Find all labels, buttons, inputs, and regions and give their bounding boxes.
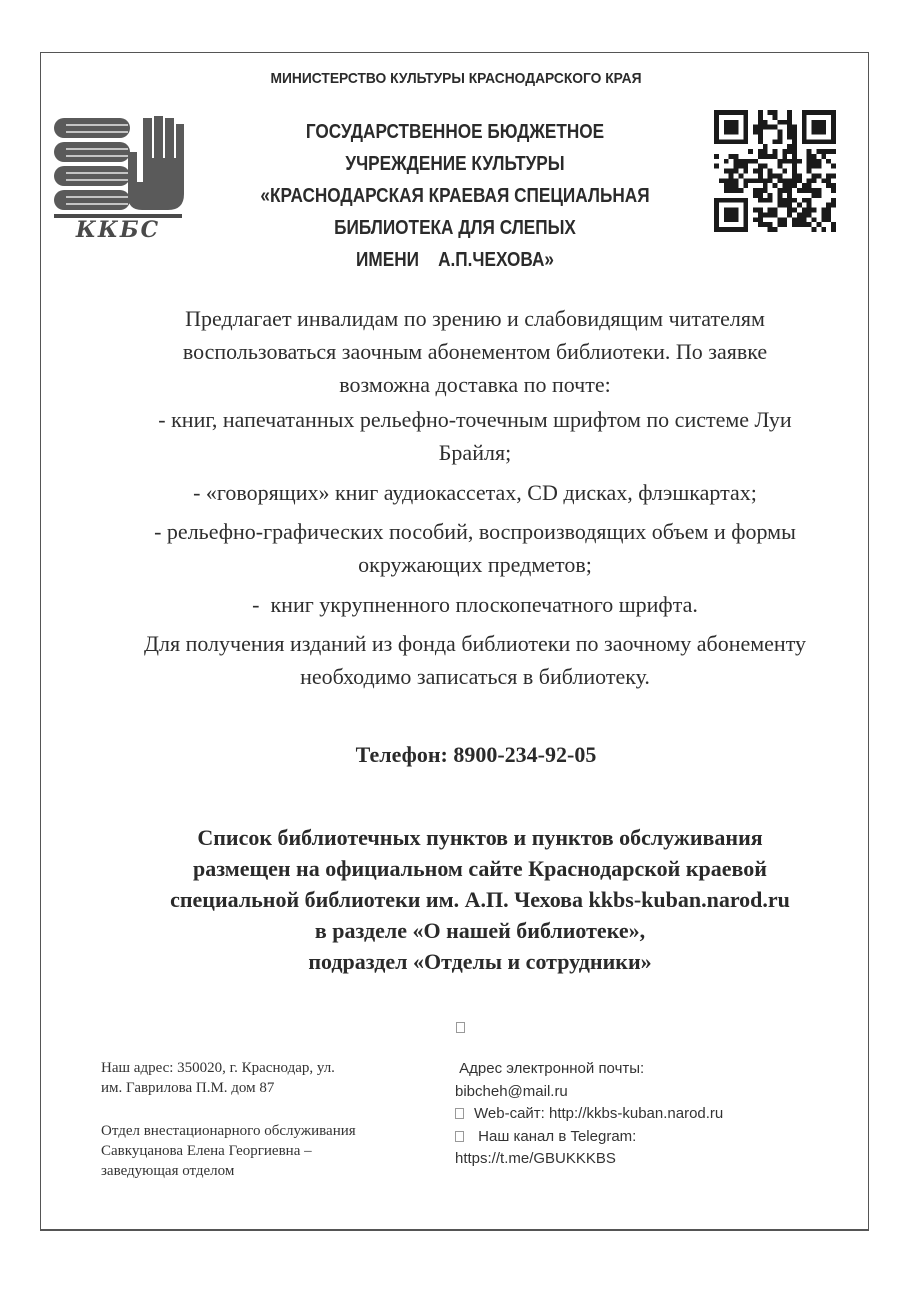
ministry-heading: МИНИСТЕРСТВО КУЛЬТУРЫ КРАСНОДАРСКОГО КРАЯ	[270, 70, 642, 87]
item-line: Брайля;	[438, 440, 512, 465]
item-line: - книг укрупненного плоскопечатного шрифта.	[252, 592, 698, 617]
phone-number[interactable]: Телефон: 8900-234-92-05	[355, 742, 597, 767]
email-label: Адрес электронной почты:	[455, 1060, 645, 1077]
institution-line: ИМЕНИ А.П.ЧЕХОВА»	[356, 249, 554, 271]
info-line: в разделе «О нашей библиотеке»,	[314, 918, 646, 943]
logo-book	[54, 142, 130, 162]
info-line: Список библиотечных пунктов и пунктов обслуживания	[197, 825, 763, 850]
intro-line: воспользоваться заочным абонементом библиотеки. По заявке	[182, 339, 768, 364]
item-large-print	[90, 588, 860, 621]
intro-paragraph	[90, 302, 860, 401]
info-line: размещен на официальном сайте Краснодарской краевой	[193, 856, 767, 881]
info-line: подраздел «Отделы и сотрудники»	[308, 949, 652, 974]
department-line: Савкуцанова Елена Георгиевна –	[101, 1143, 312, 1159]
item-relief	[90, 515, 860, 581]
telegram-link[interactable]: https://t.me/GBUKKKBS	[455, 1150, 616, 1167]
address-line: Наш адрес: 350020, г. Краснодар, ул.	[101, 1060, 335, 1076]
logo-text: ККБС	[75, 217, 161, 240]
department-line: заведующая отделом	[101, 1163, 235, 1179]
intro-line: Предлагает инвалидам по зрению и слабовидящим читателям	[185, 306, 765, 331]
bullet-box-icon	[455, 1131, 464, 1142]
item-line: - рельефно-графических пособий, воспроизводящих объем и формы	[154, 519, 796, 544]
website-link[interactable]: Web-сайт: http://kkbs-kuban.narod.ru	[474, 1105, 724, 1122]
service-points-info	[100, 822, 860, 977]
email-link[interactable]: bibcheh@mail.ru	[455, 1082, 568, 1100]
logo-book	[54, 166, 130, 186]
intro-line: возможна доставка по почте:	[339, 372, 611, 397]
item-line: окружающих предметов;	[358, 552, 592, 577]
item-audio	[90, 476, 860, 509]
bullet-box-icon	[455, 1108, 464, 1119]
hand-icon	[128, 116, 184, 210]
telegram-row	[455, 1126, 815, 1149]
institution-name	[227, 116, 683, 276]
info-line: специальной библиотеки им. А.П. Чехова kkbs-kuban.narod.ru	[170, 887, 790, 912]
bullet-box-icon	[456, 1022, 465, 1033]
item-line: - книг, напечатанных рельефно-точечным шрифтом по системе Луи	[158, 407, 792, 432]
item-line: - «говорящих» книг аудиокассетах, CD дисках, флэшкартах;	[193, 480, 757, 505]
address-line: им. Гаврилова П.М. дом 87	[101, 1080, 275, 1096]
registration-paragraph	[90, 627, 860, 693]
kkbs-logo	[48, 110, 188, 240]
logo-book	[54, 190, 130, 210]
department-line: Отдел внестационарного обслуживания	[101, 1123, 356, 1139]
registration-line: необходимо записаться в библиотеку.	[300, 664, 650, 689]
telegram-label: Наш канал в Telegram:	[474, 1127, 637, 1145]
item-braille	[90, 403, 860, 469]
website-row	[455, 1103, 815, 1126]
institution-line: ГОСУДАРСТВЕННОЕ БЮДЖЕТНОЕ	[305, 121, 605, 143]
registration-line: Для получения изданий из фонда библиотеки по заочному абонементу	[143, 631, 807, 656]
logo-book	[54, 118, 130, 138]
qr-code-icon[interactable]	[714, 110, 836, 232]
institution-line: БИБЛИОТЕКА ДЛЯ СЛЕПЫХ	[334, 217, 576, 239]
institution-line: «КРАСНОДАРСКАЯ КРАЕВАЯ СПЕЦИАЛЬНАЯ	[260, 185, 650, 207]
contacts-block	[455, 1058, 815, 1171]
address-block	[101, 1058, 431, 1181]
institution-line: УЧРЕЖДЕНИЕ КУЛЬТУРЫ	[345, 153, 565, 175]
